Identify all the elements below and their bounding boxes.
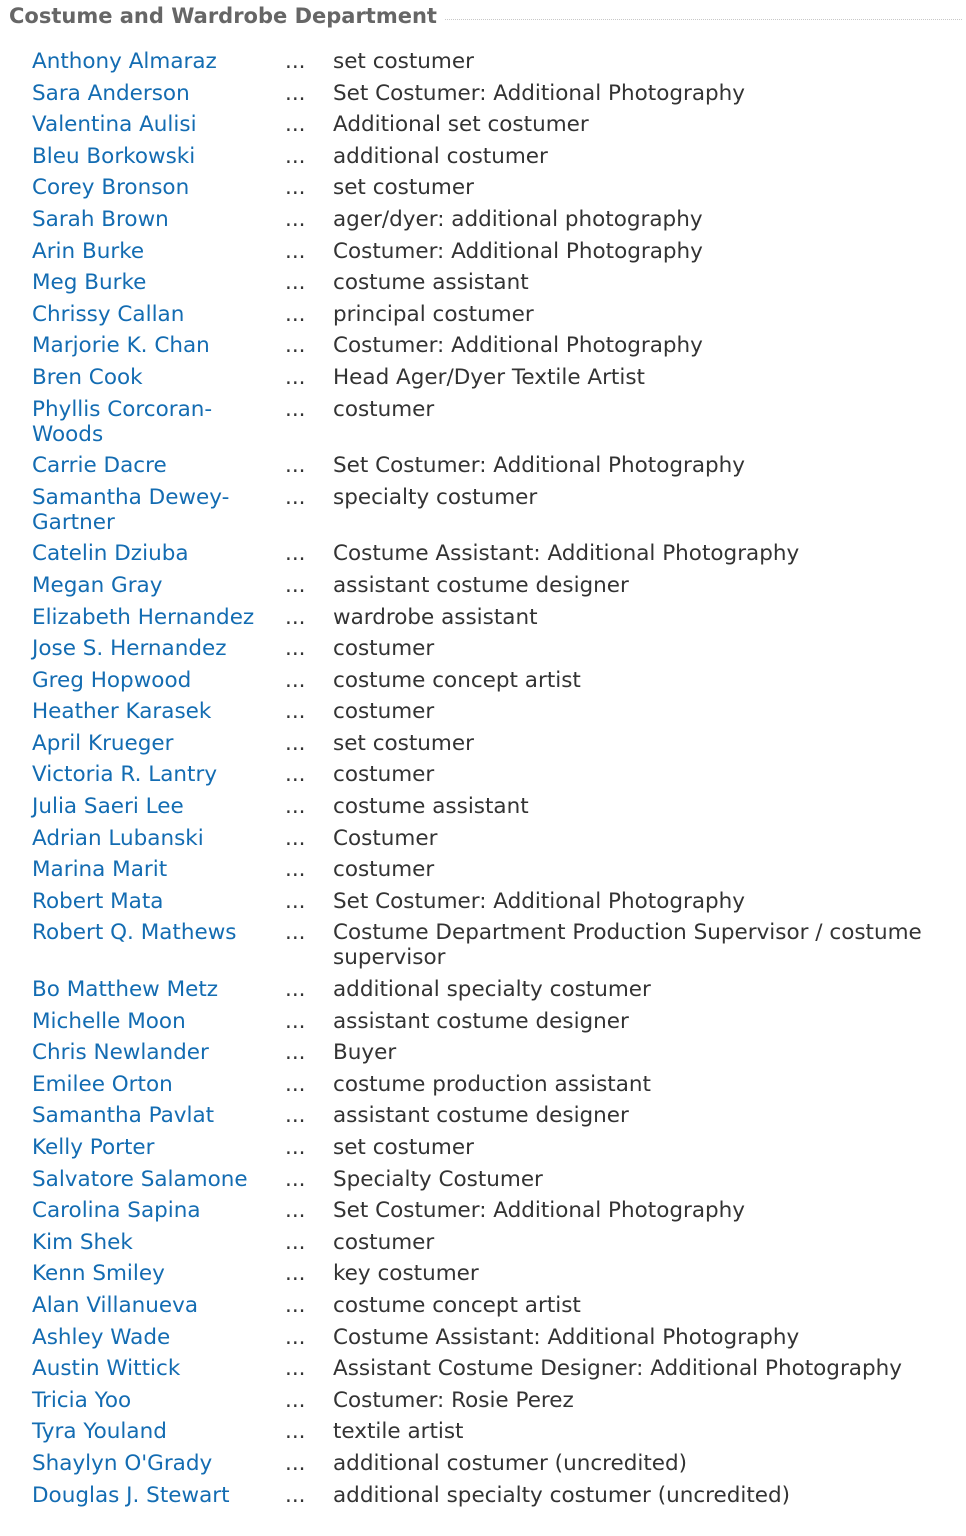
credit-role: costumer (333, 636, 435, 662)
credit-separator: ... (285, 396, 306, 422)
credits-list (0, 49, 966, 1514)
credit-row (0, 889, 966, 914)
credit-name-link[interactable]: Tyra Youland (32, 1419, 167, 1445)
credit-row (0, 81, 966, 106)
credit-name-link[interactable]: Marjorie K. Chan (32, 333, 210, 359)
credit-row (0, 1356, 966, 1381)
credit-name-link[interactable]: Corey Bronson (32, 175, 190, 201)
credit-row (0, 175, 966, 200)
credit-separator: ... (285, 1450, 306, 1476)
credit-separator: ... (285, 541, 306, 567)
credit-row (0, 826, 966, 851)
credit-name-link[interactable]: Julia Saeri Lee (32, 794, 184, 820)
credit-row (0, 636, 966, 661)
credit-role: costume concept artist (333, 1292, 581, 1318)
credit-separator: ... (285, 301, 306, 327)
credit-name-link[interactable]: Carrie Dacre (32, 453, 167, 479)
credit-row (0, 1451, 966, 1476)
credit-row (0, 731, 966, 756)
credit-separator: ... (285, 1135, 306, 1160)
credit-row (0, 239, 966, 264)
credit-name-link[interactable]: Samantha Pavlat (32, 1103, 215, 1129)
credit-name-link[interactable]: Jose S. Hernandez (32, 636, 227, 662)
credit-name-link[interactable]: Alan Villanueva (32, 1292, 199, 1318)
credit-role: Set Costumer: Additional Photography (333, 80, 746, 106)
credit-name-link[interactable]: Kenn Smiley (32, 1261, 165, 1287)
credit-name-link[interactable]: Ashley Wade (32, 1324, 171, 1350)
credit-row (0, 1135, 966, 1160)
credit-separator: ... (285, 1324, 306, 1350)
credit-name-link[interactable]: Adrian Lubanski (32, 825, 204, 851)
credit-separator: ... (285, 1261, 306, 1287)
credit-role: set costumer (333, 1135, 474, 1160)
credit-separator: ... (285, 206, 306, 232)
credit-name-link[interactable]: Sara Anderson (32, 80, 190, 106)
credit-role: Additional set costumer (333, 112, 589, 138)
credit-row (0, 977, 966, 1002)
credit-role: assistant costume designer (333, 1008, 629, 1034)
credit-row (0, 1072, 966, 1097)
credit-role: costume production assistant (333, 1071, 651, 1097)
credit-role: wardrobe assistant (333, 604, 538, 630)
credit-separator: ... (285, 762, 306, 788)
credit-role: Costume Assistant: Additional Photography (333, 1324, 800, 1350)
credit-separator: ... (285, 1482, 306, 1508)
credit-role: costume assistant (333, 794, 529, 820)
credit-role: costumer (333, 396, 435, 422)
credit-name-link[interactable]: Bleu Borkowski (32, 143, 196, 169)
credit-role: costumer (333, 857, 435, 883)
credit-row (0, 541, 966, 566)
credit-role: assistant costume designer (333, 1103, 629, 1129)
credit-separator: ... (285, 238, 306, 264)
credit-separator: ... (285, 1103, 306, 1129)
credit-role: Buyer (333, 1040, 397, 1066)
section-title: Costume and Wardrobe Department (9, 4, 445, 28)
credit-row (0, 1261, 966, 1286)
credit-name-link[interactable]: Kim Shek (32, 1229, 133, 1255)
credit-separator: ... (285, 1387, 306, 1413)
credit-row (0, 270, 966, 295)
credit-role: ager/dyer: additional photography (333, 206, 703, 232)
credit-name-link[interactable]: Robert Q. Mathews (32, 920, 237, 946)
credit-role: Costume Assistant: Additional Photography (333, 541, 800, 567)
credit-separator: ... (285, 888, 306, 914)
credit-name-link[interactable]: Anthony Almaraz (32, 49, 217, 74)
credit-name-link[interactable]: Megan Gray (32, 572, 163, 598)
credit-role: costume concept artist (333, 667, 581, 693)
credit-role: principal costumer (333, 301, 534, 327)
credit-role: Specialty Costumer (333, 1166, 543, 1192)
credit-name-link[interactable]: Greg Hopwood (32, 667, 192, 693)
credit-role: Set Costumer: Additional Photography (333, 453, 746, 479)
credit-name-link[interactable]: Arin Burke (32, 238, 145, 264)
credit-row (0, 699, 966, 724)
credit-separator: ... (285, 1040, 306, 1066)
credit-role: textile artist (333, 1419, 464, 1445)
credit-separator: ... (285, 49, 306, 74)
credit-name-link[interactable]: Kelly Porter (32, 1135, 155, 1160)
credit-separator: ... (285, 1166, 306, 1192)
credit-row (0, 1103, 966, 1128)
credit-separator: ... (285, 333, 306, 359)
credit-row (0, 1040, 966, 1065)
credit-separator: ... (285, 112, 306, 138)
credit-row (0, 794, 966, 819)
credit-name-link[interactable]: Chris Newlander (32, 1040, 209, 1066)
credit-separator: ... (285, 1419, 306, 1445)
credit-name-link[interactable]: Heather Karasek (32, 699, 212, 725)
credit-role: specialty costumer (333, 484, 538, 510)
credit-row (0, 365, 966, 390)
credit-separator: ... (285, 667, 306, 693)
credit-row (0, 1009, 966, 1034)
credit-row (0, 1483, 966, 1508)
credit-separator: ... (285, 977, 306, 1003)
credit-name-link[interactable]: Marina Marit (32, 857, 168, 883)
credit-role: set costumer (333, 49, 474, 74)
credit-separator: ... (285, 1292, 306, 1318)
credit-row (0, 762, 966, 787)
credit-name-link[interactable]: Michelle Moon (32, 1008, 186, 1034)
credit-role: costumer (333, 1229, 435, 1255)
credit-role: Set Costumer: Additional Photography (333, 888, 746, 914)
credit-row (0, 485, 966, 535)
credit-role: Assistant Costume Designer: Additional Photography (333, 1356, 902, 1382)
credit-separator: ... (285, 453, 306, 479)
credit-separator: ... (285, 1071, 306, 1097)
credit-name-link[interactable]: Catelin Dziuba (32, 541, 189, 567)
credit-separator: ... (285, 730, 306, 756)
credit-name-link[interactable]: April Krueger (32, 730, 174, 756)
credit-separator: ... (285, 636, 306, 662)
credit-name-link[interactable]: Samantha Dewey-Gartner (32, 484, 230, 535)
credit-name-link[interactable]: Carolina Sapina (32, 1198, 201, 1224)
credit-role: costumer (333, 762, 435, 788)
credit-row (0, 207, 966, 232)
credit-role: set costumer (333, 175, 474, 201)
credit-row (0, 453, 966, 478)
credit-name-link[interactable]: Meg Burke (32, 270, 147, 296)
credit-role: Head Ager/Dyer Textile Artist (333, 364, 645, 390)
credit-name-link[interactable]: Shaylyn O'Grady (32, 1450, 213, 1476)
credit-name-link[interactable]: Elizabeth Hernandez (32, 604, 255, 630)
credit-separator: ... (285, 699, 306, 725)
credit-name-link[interactable]: Bren Cook (32, 364, 143, 390)
credit-role: Set Costumer: Additional Photography (333, 1198, 746, 1224)
credit-separator: ... (285, 1198, 306, 1224)
credit-role: set costumer (333, 730, 474, 756)
credit-name-link[interactable]: Victoria R. Lantry (32, 762, 218, 788)
credit-name-link[interactable]: Salvatore Salamone (32, 1166, 248, 1192)
credit-role: additional costumer (uncredited) (333, 1450, 688, 1476)
credit-separator: ... (285, 364, 306, 390)
credit-row (0, 1198, 966, 1223)
credit-name-link[interactable]: Phyllis Corcoran-Woods (32, 396, 213, 447)
credit-row (0, 668, 966, 693)
credit-name-link[interactable]: Chrissy Callan (32, 301, 185, 327)
credit-name-link[interactable]: Valentina Aulisi (32, 112, 197, 138)
credit-row (0, 1325, 966, 1350)
credit-row (0, 1388, 966, 1413)
credit-separator: ... (285, 80, 306, 106)
credit-name-link[interactable]: Douglas J. Stewart (32, 1482, 230, 1508)
credit-separator: ... (285, 604, 306, 630)
credit-row (0, 112, 966, 137)
credit-row (0, 1419, 966, 1444)
credit-name-link[interactable]: Austin Wittick (32, 1356, 181, 1382)
credit-row (0, 144, 966, 169)
credit-role: key costumer (333, 1261, 479, 1287)
credit-role: Costumer: Additional Photography (333, 238, 703, 264)
credit-name-link[interactable]: Bo Matthew Metz (32, 977, 219, 1003)
credit-row (0, 397, 966, 447)
credit-name-link[interactable]: Robert Mata (32, 888, 164, 914)
credit-role: additional specialty costumer (333, 977, 651, 1003)
credit-row (0, 1167, 966, 1192)
credit-separator: ... (285, 484, 306, 510)
credit-row (0, 573, 966, 598)
credit-role: Costumer: Additional Photography (333, 333, 703, 359)
credit-role: costumer (333, 699, 435, 725)
credit-row (0, 857, 966, 882)
credit-separator: ... (285, 825, 306, 851)
credit-role: Costume Department Production Supervisor / costume supervisor (333, 920, 922, 971)
credit-role: costume assistant (333, 270, 529, 296)
credit-separator: ... (285, 572, 306, 598)
credit-row (0, 920, 966, 970)
credit-role: assistant costume designer (333, 572, 629, 598)
credit-row (0, 333, 966, 358)
credit-row (0, 605, 966, 630)
credit-row (0, 302, 966, 327)
credit-name-link[interactable]: Emilee Orton (32, 1071, 173, 1097)
credit-separator: ... (285, 175, 306, 201)
credit-separator: ... (285, 857, 306, 883)
credit-separator: ... (285, 794, 306, 820)
credit-role: additional specialty costumer (uncredited) (333, 1482, 791, 1508)
credit-row (0, 1293, 966, 1318)
credit-role: Costumer (333, 825, 438, 851)
credit-name-link[interactable]: Sarah Brown (32, 206, 169, 232)
credit-role: Costumer: Rosie Perez (333, 1387, 574, 1413)
credit-name-link[interactable]: Tricia Yoo (32, 1387, 132, 1413)
credit-separator: ... (285, 920, 306, 946)
credit-row (0, 49, 966, 74)
credit-separator: ... (285, 270, 306, 296)
credit-separator: ... (285, 1229, 306, 1255)
credit-separator: ... (285, 143, 306, 169)
credit-row (0, 1230, 966, 1255)
credit-separator: ... (285, 1008, 306, 1034)
credit-separator: ... (285, 1356, 306, 1382)
section-header (0, 0, 966, 40)
credit-role: additional costumer (333, 143, 548, 169)
